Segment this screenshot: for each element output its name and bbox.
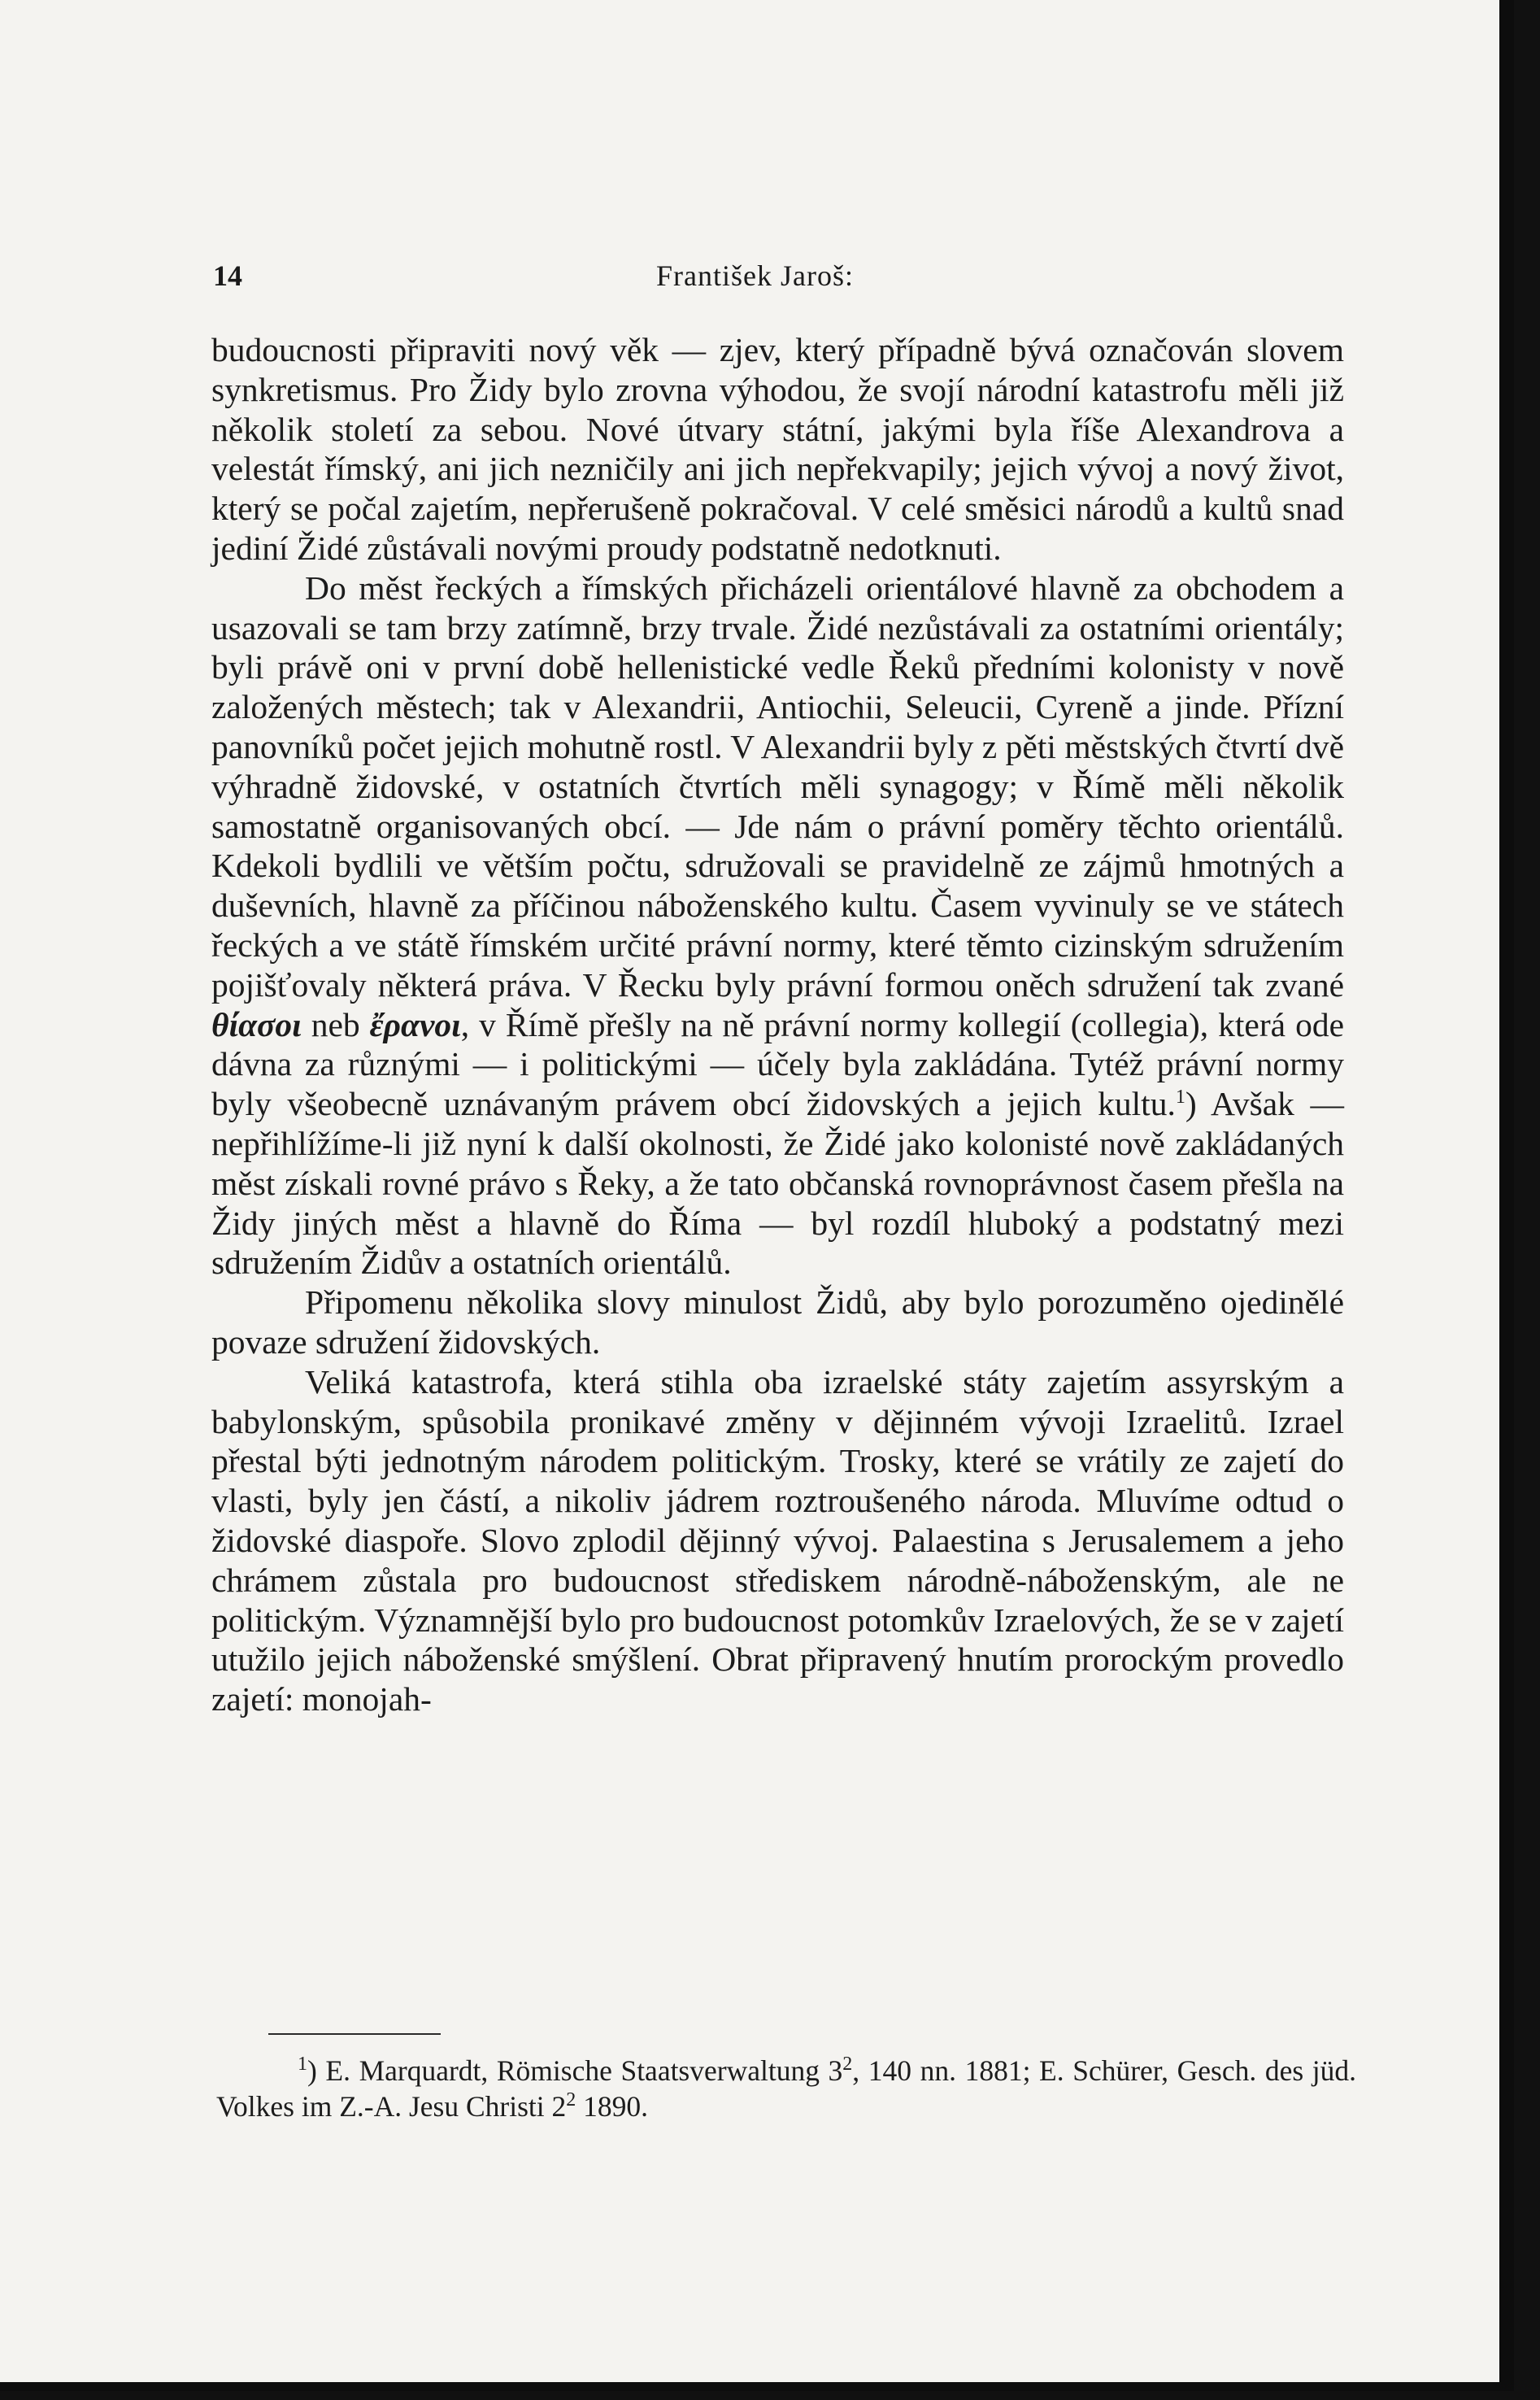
footnote-sup-b: 2 — [566, 2089, 576, 2111]
paragraph-1: budoucnosti připraviti nový věk — zjev, který případně bývá označován slovem synkretismus. Pro Židy bylo zrovna výhodou, že svojí národní katastrofu měli již několik století za sebou. Nové útvary státní, jakými byla říše Alexandrova a velestát římský, ani jich nezničily ani jich nepřekvapily; jejich vývoj a nový život, který se počal zajetím, nepřerušeně pokračoval. V celé směsici národů a kultů snad jediní Židé zůstávali novými proudy podstatně nedotknuti. — [211, 331, 1344, 567]
footnote — [216, 2053, 1356, 2124]
paragraph-2-text-a: Do měst řeckých a římských přicházeli orientálové hlavně za obchodem a usazovali se tam brzy zatímně, brzy trvale. Židé nezůstávali za ostatními orientály; byli právě oni v první době hellenistické vedle Řeků předními kolonisty v nově založených městech; tak v Alexandrii, Antiochii, Seleucii, Cyreně a jinde. Přízní panovníků počet jejich mohutně rostl. V Alexandrii byly z pěti městských čtvrtí dvě výhradně židovské, v ostatních čtvrtích měli synagogy; v Římě měli několik samostatně organisovaných obcí. — Jde nám o právní poměry těchto orientálů. Kdekoli bydlili ve větším počtu, sdružovali se pravidelně ze zájmů hmotných a duševních, hlavně za příčinou náboženského kultu. Časem vyvinuly se ve státech řeckých a ve státě římském určité právní normy, které těmto cizinským sdružením pojišťovaly některá práva. V Řecku byly právní formou oněch sdružení tak zvané — [211, 568, 1344, 1004]
running-head: František Jaroš: — [656, 259, 854, 292]
paragraph-2-neb: neb — [311, 1005, 360, 1043]
footnote-text-c: 1890. — [576, 2090, 649, 2123]
greek-term-thiasoi: θίασοι — [211, 1005, 302, 1043]
footnote-mark — [298, 2054, 307, 2087]
footnote-divider — [268, 2033, 441, 2035]
paragraph-4: Veliká katastrofa, která stihla oba izraelské státy zajetím assyrským a babylonským, spůsobila pronikavé změny v dějinném vývoji Izraelitů. Izrael přestal býti jednotným národem politickým. Trosky, které se vrátily ze zajetí do vlasti, byly jen částí, a nikoliv jádrem roztroušeného národa. Mluvíme odtud o židovské diaspoře. Slovo zplodil dějinný vývoj. Palaestina s Jerusalemem a jeho chrámem zůstala pro budoucnost střediskem národně-náboženským, ale ne politickým. Významnější bylo pro budoucnost potomkův Izraelových, že se v zajetí utužilo jejich náboženské smýšlení. Obrat připravený hnutím prorockým provedlo zajetí: monojah- — [211, 1362, 1344, 1718]
paragraph-3: Připomenu několika slovy minulost Židů, aby bylo porozuměno ojedinělé povaze sdružení židovských. — [211, 1283, 1344, 1361]
footnote-text-a: ) E. Marquardt, Römische Staatsverwaltung 3 — [307, 2054, 843, 2087]
body-text — [211, 330, 1344, 1719]
page-number: 14 — [213, 259, 242, 292]
paragraph-2-text-c: ) Avšak — nepřihlížíme-li již nyní k další okolnosti, že Židé jako kolonisté nově zakládaných měst získali rovné právo s Řeky, a že tato občanská rovnoprávnost časem přešla na Židy jiných měst a hlavně do Říma — byl rozdíl hluboký a podstatný mezi sdružením Židův a ostatních orientálů. — [211, 1085, 1344, 1282]
footnote-text-b: , 140 nn. 1881; E. Schürer, Gesch. des jüd. Volkes im Z.-A. Jesu Christi 2 — [216, 2054, 1356, 2123]
footnote-reference: 1 — [1175, 1087, 1185, 1109]
paragraph-2-text-b: , v Římě přešly na ně právní normy kollegií (collegia), která ode dávna za různými — i politickými — účely byla zakládána. Tytéž právní normy byly všeobecně uznávaným právem obcí židovských a jejich kultu. — [211, 1005, 1344, 1123]
greek-term-eranoi: ἔρανοι — [369, 1005, 461, 1043]
footnote-mark-number: 1 — [298, 2054, 307, 2075]
footnote-sup-a: 2 — [842, 2054, 853, 2075]
paragraph-2 — [211, 568, 1344, 1283]
